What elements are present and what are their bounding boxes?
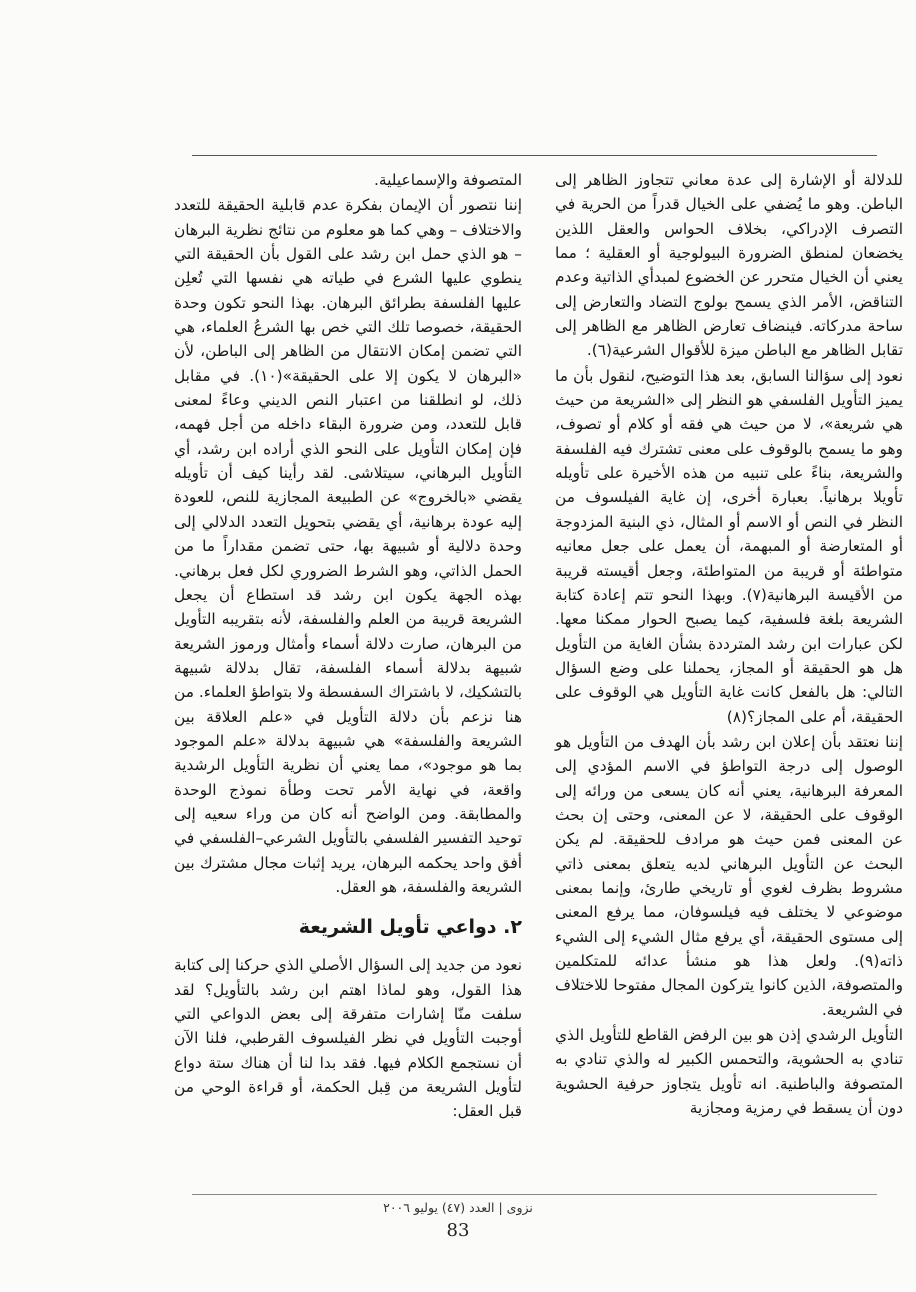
paragraph: إننا نتصور أن الإيمان بفكرة عدم قابلية الحقيقة للتعدد والاختلاف – وهي كما هو معلوم من نتائج نظرية البرهان – هو الذي حمل ابن رشد على القول بأن الحقيقة التي ينطوي عليها الشرع في طياته هي نفسها التي تُعلِن عليها الفلسفة بطرائق البرهان. بهذا النحو تكون وحدة الحقيقة، خصوصا تلك التي خص بها الشرعُ العلماء، هي التي تضمن إمكان الانتقال من الظاهر إلى الباطن، لأن «البرهان لا يكون إلا على الحقيقة»(١٠). في مقابل ذلك، لو انطلقنا من اعتبار النص الديني وعاءً لمعنى قابل للتعدد، ومن ضرورة البقاء داخله من أجل فهمه، فإن إمكان التأويل على النحو الذي أراده ابن رشد، أي التأويل البرهاني، سيتلاشى. لقد رأينا كيف أن تأويله يقضي «بالخروج» عن الطبيعة المجازية للنص، للعودة إليه عودة برهانية، أي يقضي بتحويل التعدد الدلالي إلى وحدة دلالية أو شبيهة بها، حتى تضمن مقداراً ما من الحمل الذاتي، وهو الشرط الضروري لكل فعل برهاني. بهذه الجهة يكون ابن رشد قد استطاع أن يجعل الشريعة قريبة من العلم والفلسفة، لأنه بتقريبه التأويل من البرهان، صارت دلالة أسماء وأمثال ورموز الشريعة شبيهة بدلالة أسماء الفلسفة، تقال بدلالة شبيهة بالتشكيك، لا باشتراك السفسطة ولا بتواطؤ العلماء. من هنا نزعم بأن دلالة التأويل في «علم العلاقة بين الشريعة والفلسفة» هي شبيهة بدلالة «علم الموجود بما هو موجود»، مما يعني أن نظرية التأويل الرشدية واقعة، في نهاية الأمر تحت وطأة نموذج الوحدة والمطابقة. ومن الواضح أنه كان من وراء سعيه إلى توحيد التفسير الفلسفي بالتأويل الشرعي–الفلسفي في أفق واحد يحكمه البرهان، يريد إثبات مجال مشترك بين الشريعة والفلسفة، هو العقل. <box>174 196 522 896</box>
section-heading: ٢. دواعي تأويل الشريعة <box>298 916 522 939</box>
paragraph: التأويل الرشدي إذن هو بين الرفض القاطع للتأويل الذي تنادي به الحشوية، والتحمس الكبير له والذي تنادي به المتصوفة والباطنية. انه تأويل يتجاوز حرفية الحشوية دون أن يسقط في رمزية ومجازية <box>555 1026 903 1118</box>
paragraph: نعود من جديد إلى السؤال الأصلي الذي حركنا إلى كتابة هذا القول، وهو لماذا اهتم ابن رشد بالتأويل؟ لقد سلفت منّا إشارات متفرقة إلى بعض الدواعي التي أوجبت التأويل في نظر الفيلسوف القرطبي، فلنا الآن أن نستجمع الكلام فيها. فقد بدا لنا أن هناك ستة دواع لتأويل الشريعة من قِبل الحكمة، أو قراءة الوحي من قبل العقل: <box>174 956 522 1121</box>
paragraph: نعود إلى سؤالنا السابق، بعد هذا التوضيح، لنقول بأن ما يميز التأويل الفلسفي هو النظر إلى «الشريعة من حيث هي شريعة»، لا من حيث هي فقه أو كلام أو تصوف، وهو ما يسمح بالوقوف على معنى تشترك فيه الفلسفة والشريعة، بناءً على تنبيه من هذه الأخيرة على تأويله تأويلا برهانياً. بعبارة أخرى، إن غاية الفيلسوف من النظر في النص أو الاسم أو المثال، ذي البنية المزدوجة أو المتعارضة أو المبهمة، أن يعمل على جعل معانيه متواطئة أو قريبة من المتواطئة، وجعل أقيسته قريبة من الأقيسة البرهانية(٧). وبهذا النحو تتم إعادة كتابة الشريعة بلغة فلسفية، كيما يصبح الحوار ممكنا معها. لكن عبارات ابن رشد المترددة بشأن الغاية من التأويل هل هو الحقيقة أو المجاز، يحملنا على وضع السؤال التالي: هل بالفعل كانت غاية التأويل هي الوقوف على الحقيقة، أم على المجاز؟(٨) <box>555 366 904 726</box>
top-rule <box>192 155 877 156</box>
paragraph: للدلالة أو الإشارة إلى عدة معاني تتجاوز الظاهر إلى الباطن. وهو ما يُضفي على الخيال قدراً من الحرية في التصرف الإدراكي، بخلاف الحواس والعقل اللذين يخضعان لمنطق الضرورة البيولوجية أو العقلية ؛ مما يعني أن الخيال متحرر عن الخضوع لمبدأي الذاتية وعدم التناقض، الأمر الذي يسمح بولوج التضاد والتعارض إلى ساحة مدركاته. فينضاف تعارض الظاهر مع الظاهر إلى تقابل الظاهر مع الباطن ميزة للأقوال الشرعية(٦). <box>555 171 903 360</box>
journal-issue-line: نزوى | العدد (٤٧) يوليو ٢٠٠٦ <box>383 1200 533 1215</box>
footer-rule <box>192 1194 877 1195</box>
right-column <box>555 168 903 1120</box>
paragraph: المتصوفة والإسماعيلية. <box>374 171 522 189</box>
page-number: 83 <box>446 1220 470 1241</box>
left-column <box>174 168 522 1124</box>
paragraph: إننا نعتقد بأن إعلان ابن رشد بأن الهدف من التأويل هو الوصول إلى درجة التواطؤ في الاسم المؤدي إلى المعرفة البرهانية، يعني أنه كان يسعى من ورائه إلى الوقوف على الحقيقة، لا عن المعنى، وحتى إن بحث عن المعنى فمن حيث هو مرادف للحقيقة. لم يكن البحث عن التأويل البرهاني لديه يتعلق بمعنى ذاتي مشروط بظرف لغوي أو تاريخي طارئ، وإنما بمعنى موضوعي لا يختلف فيه فيلسوفان، مما يرفع المعنى إلى مستوى الحقيقة، أي يرفع مثال الشيء إلى الشيء ذاته(٩). ولعل هذا هو منشأ عدائه للمتكلمين والمتصوفة، الذين كانوا يتركون المجال مفتوحا للاختلاف في الشريعة. <box>555 732 903 1019</box>
